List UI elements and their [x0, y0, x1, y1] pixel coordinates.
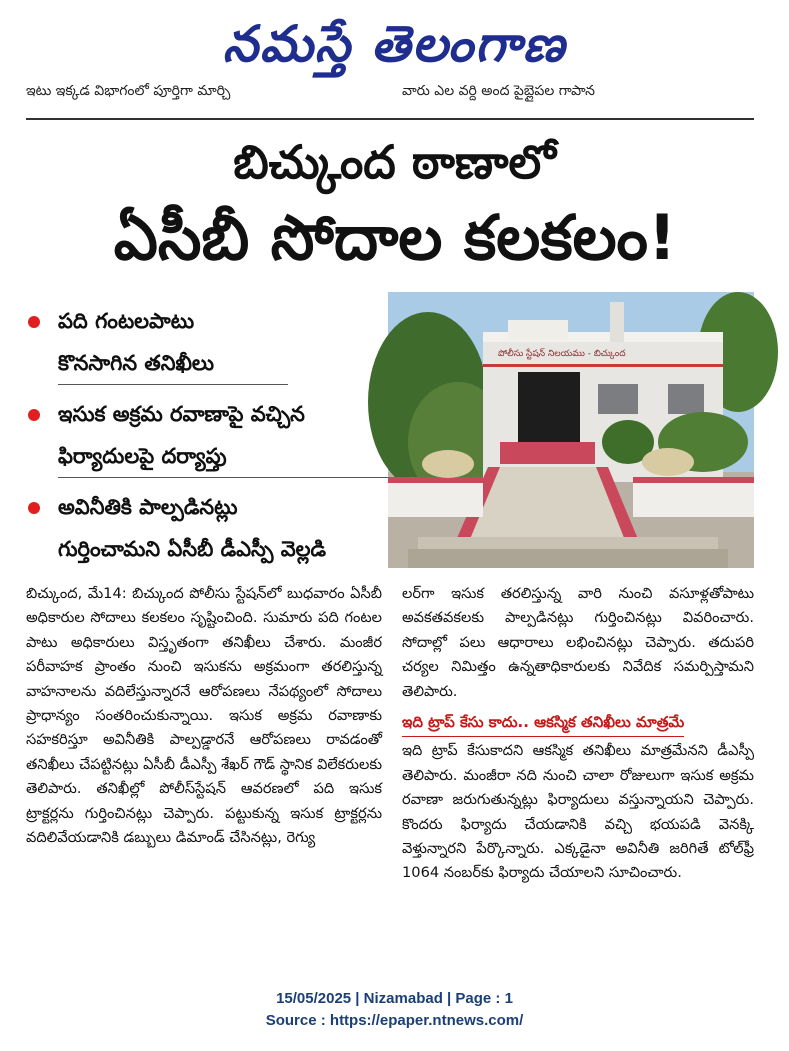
article-column-left [26, 582, 382, 850]
highlight-item [26, 300, 376, 385]
signboard-text: పోలీసు స్టేషన్ నిలయము - బిచ్కుంద [498, 349, 626, 359]
highlight-line: ఇసుక అక్రమ రవాణాపై వచ్చిన [58, 402, 305, 426]
article-body-text: బిచ్కుంద, మే14: బిచ్కుంద పోలీసు స్టేషన్‌లో బుధవారం ఏసీబీ అధికారుల సోదాలు కలకలం సృష్టించింది. సుమారు పది గంటల పాటు అధికారులు విస్తృతంగా తనిఖీలు చేశారు. మంజీర పరీవాహక ప్రాంతం నుంచి ఇసుకను అక్రమంగా తరలిస్తున్న వాహనాలను వదిలేస్తున్నారనే ఆరోపణలు నేపథ్యంలో సోదాలు ప్రాధాన్యం సంతరించుకున్నాయి. ఇసుక అక్రమ రవాణాకు సహకరిస్తూ అవినీతికి పాల్పడ్డారనే ఆరోపణలు రావడంతో తనిఖీలు చేపట్టినట్లు ఏసీబీ డీఎస్పీ శేఖర్ గౌడ్ స్థానిక విలేకరులకు తెలిపారు. తనిఖీల్లో పోలీస్‌స్టేషన్ ఆవరణలో పది ఇసుక ట్రాక్టర్లను గుర్తించినట్లు చెప్పారు. పట్టుకున్న ఇసుక ట్రాక్టర్లను వదిలివేయడానికి డబ్బులు డిమాండ్ చేసినట్లు, రెగ్యు [26, 585, 382, 847]
highlight-item [26, 393, 376, 478]
article-kicker: బిచ్కుంద ఠాణాలో [233, 135, 556, 189]
highlight-line: గుర్తించామని ఏసీబీ డీఎస్పీ వెల్లడి [58, 537, 327, 561]
highlight-divider [58, 477, 388, 478]
highlight-line: పది గంటలపాటు [58, 309, 195, 333]
highlight-line: కొనసాగిన తనిఖీలు [58, 351, 215, 375]
top-divider [26, 118, 754, 120]
cut-off-text-strip [26, 83, 754, 106]
cut-off-text-left: ఇటు ఇక్కడ విభాగంలో పూర్తిగా మార్చి [26, 83, 231, 99]
bullet-dot-icon [28, 502, 40, 514]
masthead-logo: నమస్తే తెలంగాణ [222, 15, 567, 73]
article-subheading: ఇది ట్రాప్ కేసు కాదు.. ఆకస్మిక తనిఖీలు మాత్రమే [402, 710, 684, 737]
highlight-divider [58, 384, 288, 385]
highlight-line: అవినీతికి పాల్పడినట్లు [58, 495, 238, 519]
article-body-text: లర్‌గా ఇసుక తరలిస్తున్న వారి నుంచి వసూళ్లతోపాటు అవకతవకలకు పాల్పడినట్లు గుర్తించినట్లు వివరించారు. సోదాల్లో పలు ఆధారాలు లభించినట్లు చెప్పారు. తదుపరి చర్యల నిమిత్తం ఉన్నతాధికారులకు నివేదిక సమర్పిస్తామని తెలిపారు. [402, 585, 754, 700]
highlight-line: ఫిర్యాదులపై దర్యాప్తు [58, 444, 227, 468]
article-headline: ఏసీబీ సోదాల కలకలం! [113, 201, 677, 274]
masthead [0, 4, 789, 84]
cut-off-text-right: వారు ఎల వర్ది అంద పైబ్లైపల గాపాన [402, 83, 596, 99]
police-station-photo [388, 292, 754, 568]
source-link: Source : https://epaper.ntnews.com/ [265, 1012, 524, 1029]
highlights-list [26, 300, 376, 578]
edition-info: 15/05/2025 | Nizamabad | Page : 1 [276, 990, 513, 1007]
page-footer [0, 988, 789, 1032]
article-body-text: ఇది ట్రాప్ కేసుకాదని ఆకస్మిక తనిఖీలు మాత్రమేనని డీఎస్పీ తెలిపారు. మంజీరా నది నుంచి చాలా రోజులుగా ఇసుక అక్రమ రవాణా జరుగుతున్నట్లు ఫిర్యాదులు వస్తున్నాయని చెప్పారు. కొందరు ఫిర్యాదు చేయడానికి వచ్చి భయపడి వెనక్కి వెళ్తున్నారని పేర్కొన్నారు. ఎక్కడైనా అవినీతి జరిగితే టోల్‌ఫ్రీ 1064 నంబర్‌కు ఫిర్యాదు చేయాలని సూచించారు. [402, 742, 754, 882]
bullet-dot-icon [28, 316, 40, 328]
article-column-right [402, 582, 754, 886]
bullet-dot-icon [28, 409, 40, 421]
highlight-item [26, 486, 376, 570]
